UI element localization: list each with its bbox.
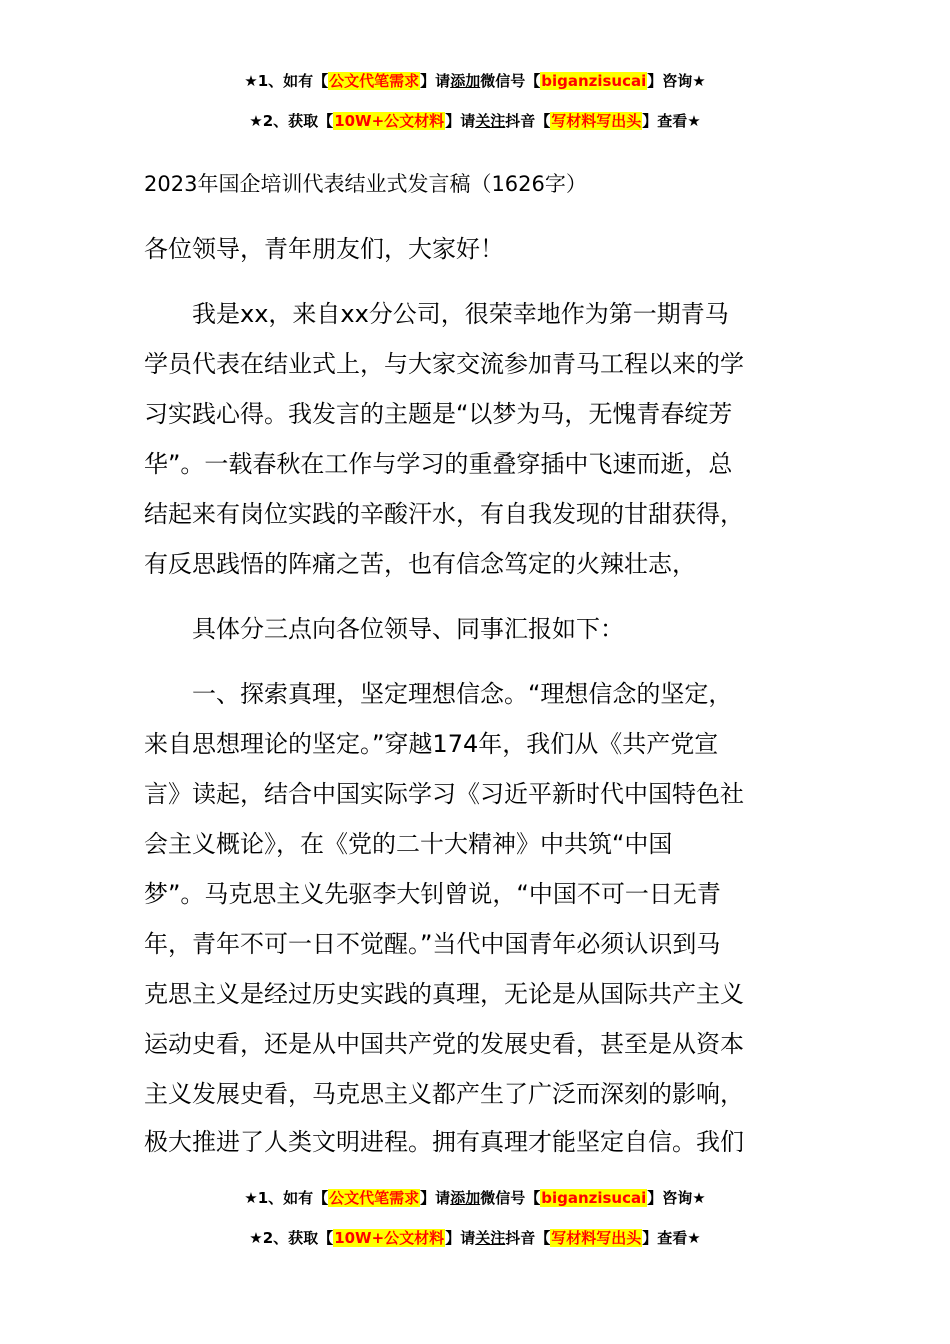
body-line: 华”。一载春秋在工作与学习的重叠穿插中飞速而逝，总 — [144, 450, 733, 478]
banner-underlined-text: 添加 — [450, 1189, 481, 1207]
bottom-banner-line-1 — [0, 1187, 950, 1209]
banner-text: 】查看★ — [642, 1229, 701, 1247]
body-line: 习实践心得。我发言的主题是“以梦为马，无愧青春绽芳 — [144, 400, 733, 428]
banner-highlight-douyin-id: 写材料写出头 — [551, 112, 642, 130]
body-line: 学员代表在结业式上，与大家交流参加青马工程以来的学 — [144, 350, 744, 378]
banner-underlined-text: 关注 — [475, 1229, 506, 1247]
body-line: 年，青年不可一日不觉醒。”当代中国青年必须认识到马 — [144, 930, 721, 958]
body-line: 来自思想理论的坚定。”穿越174年，我们从《共产党宣 — [144, 730, 719, 758]
banner-highlight-douyin-id: 写材料写出头 — [551, 1229, 642, 1247]
banner-text: 】咨询★ — [647, 1189, 706, 1207]
banner-text: ★2、获取【 — [249, 112, 334, 130]
top-banner-line-2 — [0, 110, 950, 132]
banner-text: 抖音【 — [505, 112, 551, 130]
banner-highlight: 10W+公文材料 — [334, 112, 445, 130]
banner-highlight-wechat-id: biganzisucai — [541, 72, 647, 90]
banner-text: ★1、如有【 — [244, 72, 329, 90]
banner-text: 】请 — [445, 1229, 476, 1247]
body-line: 梦”。马克思主义先驱李大钊曾说，“中国不可一日无青 — [144, 880, 721, 908]
banner-highlight: 公文代笔需求 — [329, 1189, 420, 1207]
body-line: 主义发展史看，马克思主义都产生了广泛而深刻的影响， — [144, 1080, 744, 1108]
body-line: 我是xx，来自xx分公司，很荣幸地作为第一期青马 — [144, 300, 729, 328]
bottom-banner-line-2 — [0, 1227, 950, 1249]
banner-underlined-text: 添加 — [450, 72, 481, 90]
greeting: 各位领导，青年朋友们，大家好！ — [144, 235, 504, 263]
banner-underlined-text: 关注 — [475, 112, 506, 130]
banner-text: 】咨询★ — [647, 72, 706, 90]
top-banner-line-1 — [0, 70, 950, 92]
body-line: 克思主义是经过历史实践的真理，无论是从国际共产主义 — [144, 980, 744, 1008]
banner-highlight: 公文代笔需求 — [329, 72, 420, 90]
banner-text: 抖音【 — [505, 1229, 551, 1247]
banner-text: ★1、如有【 — [244, 1189, 329, 1207]
banner-text: 】请 — [445, 112, 476, 130]
body-line: 言》读起，结合中国实际学习《习近平新时代中国特色社 — [144, 780, 744, 808]
document-title: 2023年国企培训代表结业式发言稿（1626字） — [144, 172, 587, 196]
banner-highlight-wechat-id: biganzisucai — [541, 1189, 647, 1207]
banner-text: 微信号【 — [480, 72, 541, 90]
body-line: 有反思践悟的阵痛之苦，也有信念笃定的火辣壮志， — [144, 550, 696, 578]
banner-highlight: 10W+公文材料 — [334, 1229, 445, 1247]
banner-text: ★2、获取【 — [249, 1229, 334, 1247]
body-line: 极大推进了人类文明进程。拥有真理才能坚定自信。我们 — [144, 1128, 744, 1156]
body-line: 一、探索真理，坚定理想信念。“理想信念的坚定， — [144, 680, 733, 708]
banner-text: 】请 — [420, 1189, 451, 1207]
body-line: 运动史看，还是从中国共产党的发展史看，甚至是从资本 — [144, 1030, 744, 1058]
banner-text: 】查看★ — [642, 112, 701, 130]
body-line: 具体分三点向各位领导、同事汇报如下： — [144, 615, 624, 643]
banner-text: 微信号【 — [480, 1189, 541, 1207]
body-line: 结起来有岗位实践的辛酸汗水，有自我发现的甘甜获得， — [144, 500, 744, 528]
banner-text: 】请 — [420, 72, 451, 90]
body-line: 会主义概论》，在《党的二十大精神》中共筑“中国 — [144, 830, 673, 858]
